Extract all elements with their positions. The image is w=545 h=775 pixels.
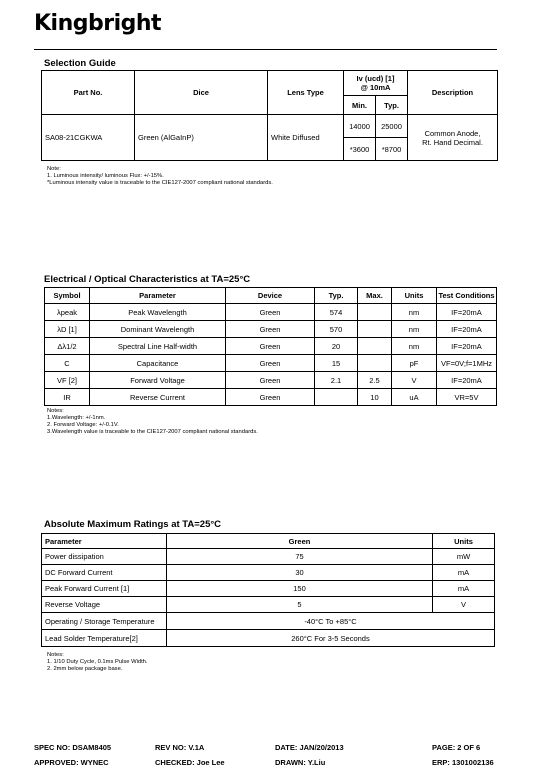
units-cell: uA: [392, 389, 437, 406]
max-cell: [358, 338, 392, 355]
symbol-cell: Δλ1/2: [45, 338, 90, 355]
iv-typ-flux-cell: *8700: [376, 138, 408, 161]
typ-cell: 15: [315, 355, 358, 372]
header-symbol: Symbol: [45, 288, 90, 304]
parameter-cell: Peak Forward Current [1]: [42, 581, 167, 597]
parameter-cell: Power dissipation: [42, 549, 167, 565]
note-line: 1.Wavelength: +/-1nm.: [47, 415, 106, 421]
electrical-notes: [47, 408, 258, 436]
header-typ: Typ.: [376, 96, 408, 115]
typ-cell: 574: [315, 304, 358, 321]
device-cell: Green: [226, 321, 315, 338]
symbol-cell: IR: [45, 389, 90, 406]
spec-no: SPEC NO: DSAM8405: [34, 743, 112, 752]
page-number: PAGE: 2 OF 6: [432, 743, 481, 752]
iv-typ-cell: 25000: [376, 115, 408, 138]
device-cell: Green: [226, 338, 315, 355]
selection-notes: [47, 166, 273, 187]
part-no-cell: SA08-21CGKWA: [42, 115, 135, 161]
header-divider: [34, 49, 497, 50]
lens-type-cell: White Diffused: [268, 115, 344, 161]
units-cell: V: [392, 372, 437, 389]
note-line: 1. 1/10 Duty Cycle, 0.1ms Pulse Width.: [47, 659, 148, 665]
units-cell: nm: [392, 321, 437, 338]
table-row: [42, 597, 495, 613]
device-cell: Green: [226, 372, 315, 389]
header-part-no: Part No.: [42, 71, 135, 115]
note-line: Note:: [47, 166, 61, 172]
table-row: [45, 355, 497, 372]
header-device: Device: [226, 288, 315, 304]
test-condition-cell: IF=20mA: [437, 321, 497, 338]
absolute-title: Absolute Maximum Ratings at TA=25°C: [44, 519, 222, 530]
iv-min-cell: 14000: [344, 115, 376, 138]
max-cell: 10: [358, 389, 392, 406]
note-line: 3.Wavelength value is traceable to the CIE127-2007 compliant national standards.: [47, 429, 258, 435]
parameter-cell: Forward Voltage: [90, 372, 226, 389]
absolute-ratings-table: [41, 533, 495, 647]
symbol-cell: λD [1]: [45, 321, 90, 338]
test-condition-cell: VF=0V;f=1MHz: [437, 355, 497, 372]
units-cell: mA: [433, 565, 495, 581]
typ-cell: 20: [315, 338, 358, 355]
kingbright-logo: Kingbright: [34, 11, 162, 36]
symbol-cell: λpeak: [45, 304, 90, 321]
parameter-cell: Capacitance: [90, 355, 226, 372]
value-cell: 5: [167, 597, 433, 613]
rev-no: REV NO: V.1A: [155, 743, 205, 752]
max-cell: [358, 355, 392, 372]
units-cell: mA: [433, 581, 495, 597]
note-line: Notes:: [47, 408, 64, 414]
symbol-cell: VF [2]: [45, 372, 90, 389]
parameter-cell: Spectral Line Half-width: [90, 338, 226, 355]
table-row: [45, 321, 497, 338]
erp-no: ERP: 1301002136: [432, 758, 494, 767]
selection-guide-title: Selection Guide: [44, 58, 116, 69]
parameter-cell: Reverse Current: [90, 389, 226, 406]
device-cell: Green: [226, 389, 315, 406]
units-cell: nm: [392, 338, 437, 355]
units-cell: V: [433, 597, 495, 613]
note-line: Notes:: [47, 652, 64, 658]
table-row: [45, 304, 497, 321]
table-row: [42, 549, 495, 565]
header-min: Min.: [344, 96, 376, 115]
electrical-title: Electrical / Optical Characteristics at TA=25°C: [44, 274, 251, 285]
header-parameter: Parameter: [90, 288, 226, 304]
units-cell: mW: [433, 549, 495, 565]
table-row: [45, 338, 497, 355]
test-condition-cell: IF=20mA: [437, 338, 497, 355]
drawn-by: DRAWN: Y.Liu: [275, 758, 326, 767]
test-condition-cell: IF=20mA: [437, 304, 497, 321]
typ-cell: [315, 389, 358, 406]
value-cell: 150: [167, 581, 433, 597]
parameter-cell: Peak Wavelength: [90, 304, 226, 321]
value-cell: 260°C For 3-5 Seconds: [167, 630, 495, 647]
typ-cell: 570: [315, 321, 358, 338]
table-row: [42, 565, 495, 581]
header-units: Units: [392, 288, 437, 304]
iv-min-flux-cell: *3600: [344, 138, 376, 161]
header-description: Description: [408, 71, 498, 115]
header-dice: Dice: [135, 71, 268, 115]
table-row: [45, 389, 497, 406]
note-line: 1. Luminous intensity/ luminous Flux: +/-15%.: [47, 173, 164, 179]
description-cell: Common Anode, Rt. Hand Decimal.: [408, 115, 498, 161]
test-condition-cell: IF=20mA: [437, 372, 497, 389]
header-parameter: Parameter: [42, 534, 167, 549]
device-cell: Green: [226, 355, 315, 372]
table-row: [42, 581, 495, 597]
units-cell: nm: [392, 304, 437, 321]
approved-by: APPROVED: WYNEC: [34, 758, 109, 767]
parameter-cell: Reverse Voltage: [42, 597, 167, 613]
absolute-notes: [47, 652, 148, 673]
selection-guide-table: [41, 70, 498, 161]
max-cell: [358, 304, 392, 321]
checked-by: CHECKED: Joe Lee: [155, 758, 225, 767]
header-typ: Typ.: [315, 288, 358, 304]
note-line: 2. Forward Voltage: +/-0.1V.: [47, 422, 119, 428]
max-cell: 2.5: [358, 372, 392, 389]
note-line: *Luminous intensity value is traceable to the CIE127-2007 compliant national standards.: [47, 180, 273, 186]
parameter-cell: Lead Solder Temperature[2]: [42, 630, 167, 647]
header-units: Units: [433, 534, 495, 549]
header-iv: Iv (ucd) [1] @ 10mA: [344, 71, 408, 96]
electrical-table: [44, 287, 497, 406]
table-row: [42, 630, 495, 647]
typ-cell: 2.1: [315, 372, 358, 389]
value-cell: 75: [167, 549, 433, 565]
header-max: Max.: [358, 288, 392, 304]
table-row: [45, 372, 497, 389]
units-cell: pF: [392, 355, 437, 372]
test-condition-cell: VR=5V: [437, 389, 497, 406]
header-test-conditions: Test Conditions: [437, 288, 497, 304]
header-green: Green: [167, 534, 433, 549]
value-cell: 30: [167, 565, 433, 581]
symbol-cell: C: [45, 355, 90, 372]
header-lens-type: Lens Type: [268, 71, 344, 115]
device-cell: Green: [226, 304, 315, 321]
table-row: [42, 613, 495, 630]
note-line: 2. 2mm below package base.: [47, 666, 123, 672]
parameter-cell: DC Forward Current: [42, 565, 167, 581]
parameter-cell: Operating / Storage Temperature: [42, 613, 167, 630]
value-cell: -40°C To +85°C: [167, 613, 495, 630]
parameter-cell: Dominant Wavelength: [90, 321, 226, 338]
max-cell: [358, 321, 392, 338]
dice-cell: Green (AlGaInP): [135, 115, 268, 161]
date: DATE: JAN/20/2013: [275, 743, 344, 752]
